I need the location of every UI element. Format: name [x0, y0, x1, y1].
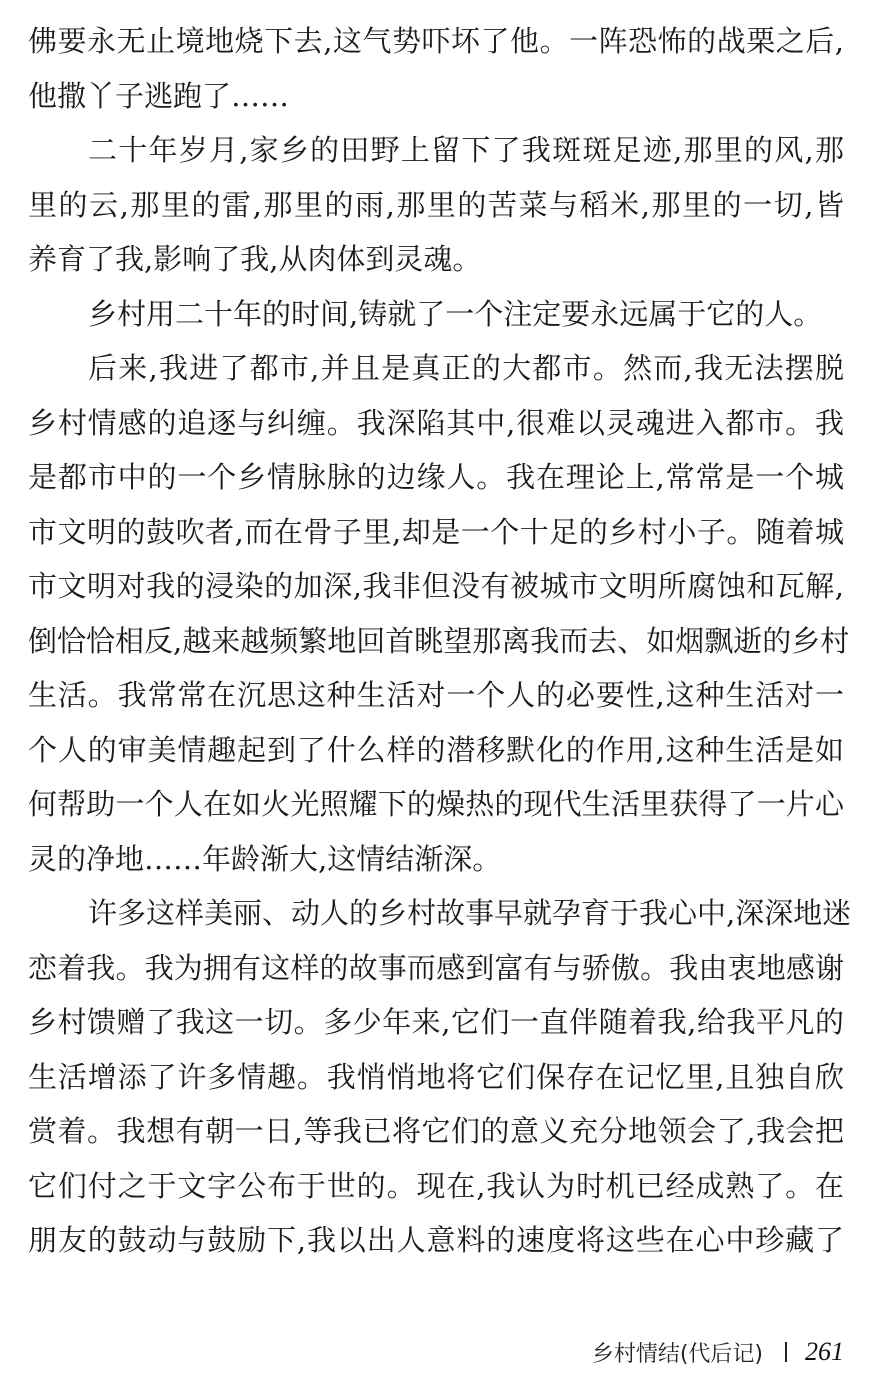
text-line: 后来,我进了都市,并且是真正的大都市。然而,我无法摆脱 [88, 351, 844, 385]
text-line: 二十年岁月,家乡的田野上留下了我斑斑足迹,那里的风,那 [88, 133, 844, 167]
running-title: 乡村情结(代后记) [591, 1341, 763, 1367]
page-number: 261 [805, 1337, 844, 1366]
page-footer [560, 1332, 850, 1372]
text-line: 乡村情感的追逐与纠缠。我深陷其中,很难以灵魂进入都市。我 [28, 405, 844, 440]
text-line: 是都市中的一个乡情脉脉的边缘人。我在理论上,常常是一个城 [28, 460, 844, 494]
text-line: 它们付之于文字公布于世的。现在,我认为时机已经成熟了。在 [28, 1168, 844, 1203]
text-line: 乡村馈赠了我这一切。多少年来,它们一直伴随着我,给我平凡的 [28, 1005, 844, 1039]
text-line: 他撒丫子逃跑了…… [28, 78, 290, 113]
text-line: 灵的净地……年龄渐大,这情结渐深。 [28, 841, 502, 876]
text-line: 市文明对我的浸染的加深,我非但没有被城市文明所腐蚀和瓦解, [28, 569, 844, 603]
body-text [28, 14, 852, 1268]
text-line: 生活。我常常在沉思这种生活对一个人的必要性,这种生活对一 [28, 678, 844, 712]
text-line: 市文明的鼓吹者,而在骨子里,却是一个十足的乡村小子。随着城 [28, 514, 844, 549]
text-line: 生活增添了许多情趣。我悄悄地将它们保存在记忆里,且独自欣 [28, 1059, 844, 1094]
text-line: 赏着。我想有朝一日,等我已将它们的意义充分地领会了,我会把 [28, 1114, 844, 1148]
text-line: 养育了我,影响了我,从肉体到灵魂。 [28, 242, 482, 276]
footer-separator [785, 1342, 787, 1362]
text-line: 里的云,那里的雷,那里的雨,那里的苦菜与稻米,那里的一切,皆 [28, 187, 844, 222]
text-line: 佛要永无止境地烧下去,这气势吓坏了他。一阵恐怖的战栗之后, [28, 24, 844, 58]
text-line: 乡村用二十年的时间,铸就了一个注定要永远属于它的人。 [88, 296, 823, 331]
text-line: 个人的审美情趣起到了什么样的潜移默化的作用,这种生活是如 [28, 732, 844, 767]
text-line: 朋友的鼓动与鼓励下,我以出人意料的速度将这些在心中珍藏了 [28, 1223, 844, 1257]
text-line: 许多这样美丽、动人的乡村故事早就孕育于我心中,深深地迷 [88, 896, 852, 930]
text-line: 恋着我。我为拥有这样的故事而感到富有与骄傲。我由衷地感谢 [28, 950, 844, 985]
text-line: 何帮助一个人在如火光照耀下的燥热的现代生活里获得了一片心 [28, 787, 844, 821]
text-line: 倒恰恰相反,越来越频繁地回首眺望那离我而去、如烟飘逝的乡村 [28, 623, 850, 658]
